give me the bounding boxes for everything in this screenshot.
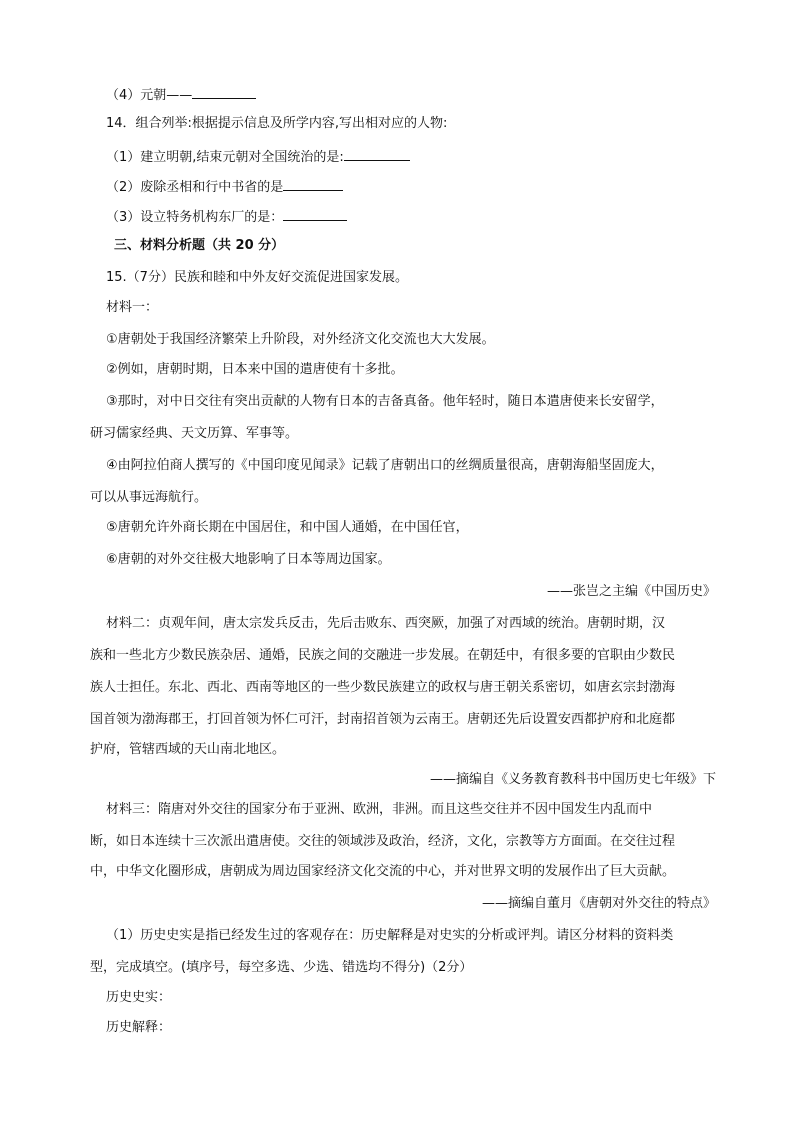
q14-item-3-label: （3）设立特务机构东厂的是： xyxy=(106,210,284,225)
material-3-line: 中，中华文化圈形成，唐朝成为周边国家经济文化交流的中心，并对世界文明的发展作出了巨大贡献。 xyxy=(90,864,676,879)
q13-item-4 xyxy=(106,84,256,106)
material-1-line: ④由阿拉伯商人撰写的《中国印度见闻录》记载了唐朝出口的丝绸质量很高，唐朝海船坚固庞大， xyxy=(106,458,664,473)
q14-item-3 xyxy=(106,206,347,228)
material-1-line: ⑥唐朝的对外交往极大地影响了日本等周边国家。 xyxy=(106,552,391,567)
fact-label: 历史史实： xyxy=(106,990,172,1005)
q14-stem: 14．组合列举:根据提示信息及所学内容,写出相对应的人物: xyxy=(106,116,448,131)
answer-blank[interactable] xyxy=(192,84,256,99)
material-2-source: ——摘编自《义务教育教科书中国历史七年级》下 xyxy=(429,772,716,787)
q14-item-1 xyxy=(106,146,410,168)
material-3-line: 材料三：隋唐对外交往的国家分布于亚洲、欧洲，非洲。而且这些交往并不因中国发生内乱而中 xyxy=(106,802,653,817)
q14-item-2-label: （2）废除丞相和行中书省的是 xyxy=(106,180,284,195)
material-2-line: 国首领为渤海郡王，打回首领为怀仁可汗，封南招首领为云南王。唐朝还先后设置安西都护府和北庭都 xyxy=(90,712,676,727)
material-1-source: ——张岂之主编《中国历史》 xyxy=(546,584,716,599)
sub-question-1-line: 型，完成填空。(填序号，每空多选、少选、错选均不得分)（2分） xyxy=(90,960,473,975)
material-1-line: ⑤唐朝允许外商长期在中国居住，和中国人通婚，在中国任官， xyxy=(106,520,469,535)
material-3-line: 断，如日本连续十三次派出遣唐使。交往的领域涉及政治，经济，文化，宗教等方方面面。在交往过程 xyxy=(90,834,676,849)
interpretation-label: 历史解释： xyxy=(106,1020,172,1035)
material-2-line: 材料二：贞观年间，唐太宗发兵反击，先后击败东、西突厥，加强了对西域的统治。唐朝时期，汉 xyxy=(106,616,666,631)
material-2-line: 族和一些北方少数民族杂居、通婚，民族之间的交融进一步发展。在朝廷中，有很多要的官职由少数民 xyxy=(90,648,676,663)
material-1-line: ②例如，唐朝时期，日本来中国的遣唐使有十多批。 xyxy=(106,362,404,377)
q13-item-4-label: （4）元朝—— xyxy=(106,88,193,103)
material-1-line: ①唐朝处于我国经济繁荣上升阶段，对外经济文化交流也大大发展。 xyxy=(106,332,495,347)
material-1-title: 材料一： xyxy=(106,300,159,315)
sub-question-1-line: （1）历史史实是指已经发生过的客观存在：历史解释是对史实的分析或评判。请区分材料的资料类 xyxy=(106,928,674,943)
section-title: 三、材料分析题（共 20 分） xyxy=(114,238,285,253)
material-3-source: ——摘编自董月《唐朝对外交往的特点》 xyxy=(481,896,716,911)
q14-item-2 xyxy=(106,176,343,198)
answer-blank[interactable] xyxy=(283,206,347,221)
answer-blank[interactable] xyxy=(344,146,410,161)
material-2-line: 族人士担任。东北、西北、西南等地区的一些少数民族建立的政权与唐王朝关系密切，如唐玄宗封渤海 xyxy=(90,680,676,695)
material-1-line: ③那时，对中日交往有突出贡献的人物有日本的吉备真备。他年轻时，随日本遣唐使来长安留学， xyxy=(106,394,664,409)
q15-stem: 15.（7分）民族和睦和中外友好交流促进国家发展。 xyxy=(106,270,408,285)
material-2-line: 护府，管辖西域的天山南北地区。 xyxy=(90,742,286,757)
material-1-line: 可以从事远海航行。 xyxy=(90,490,208,505)
material-1-line: 研习儒家经典、天文历算、军事等。 xyxy=(90,426,299,441)
q14-item-1-label: （1）建立明朝,结束元朝对全国统治的是: xyxy=(106,150,344,165)
answer-blank[interactable] xyxy=(283,176,343,191)
